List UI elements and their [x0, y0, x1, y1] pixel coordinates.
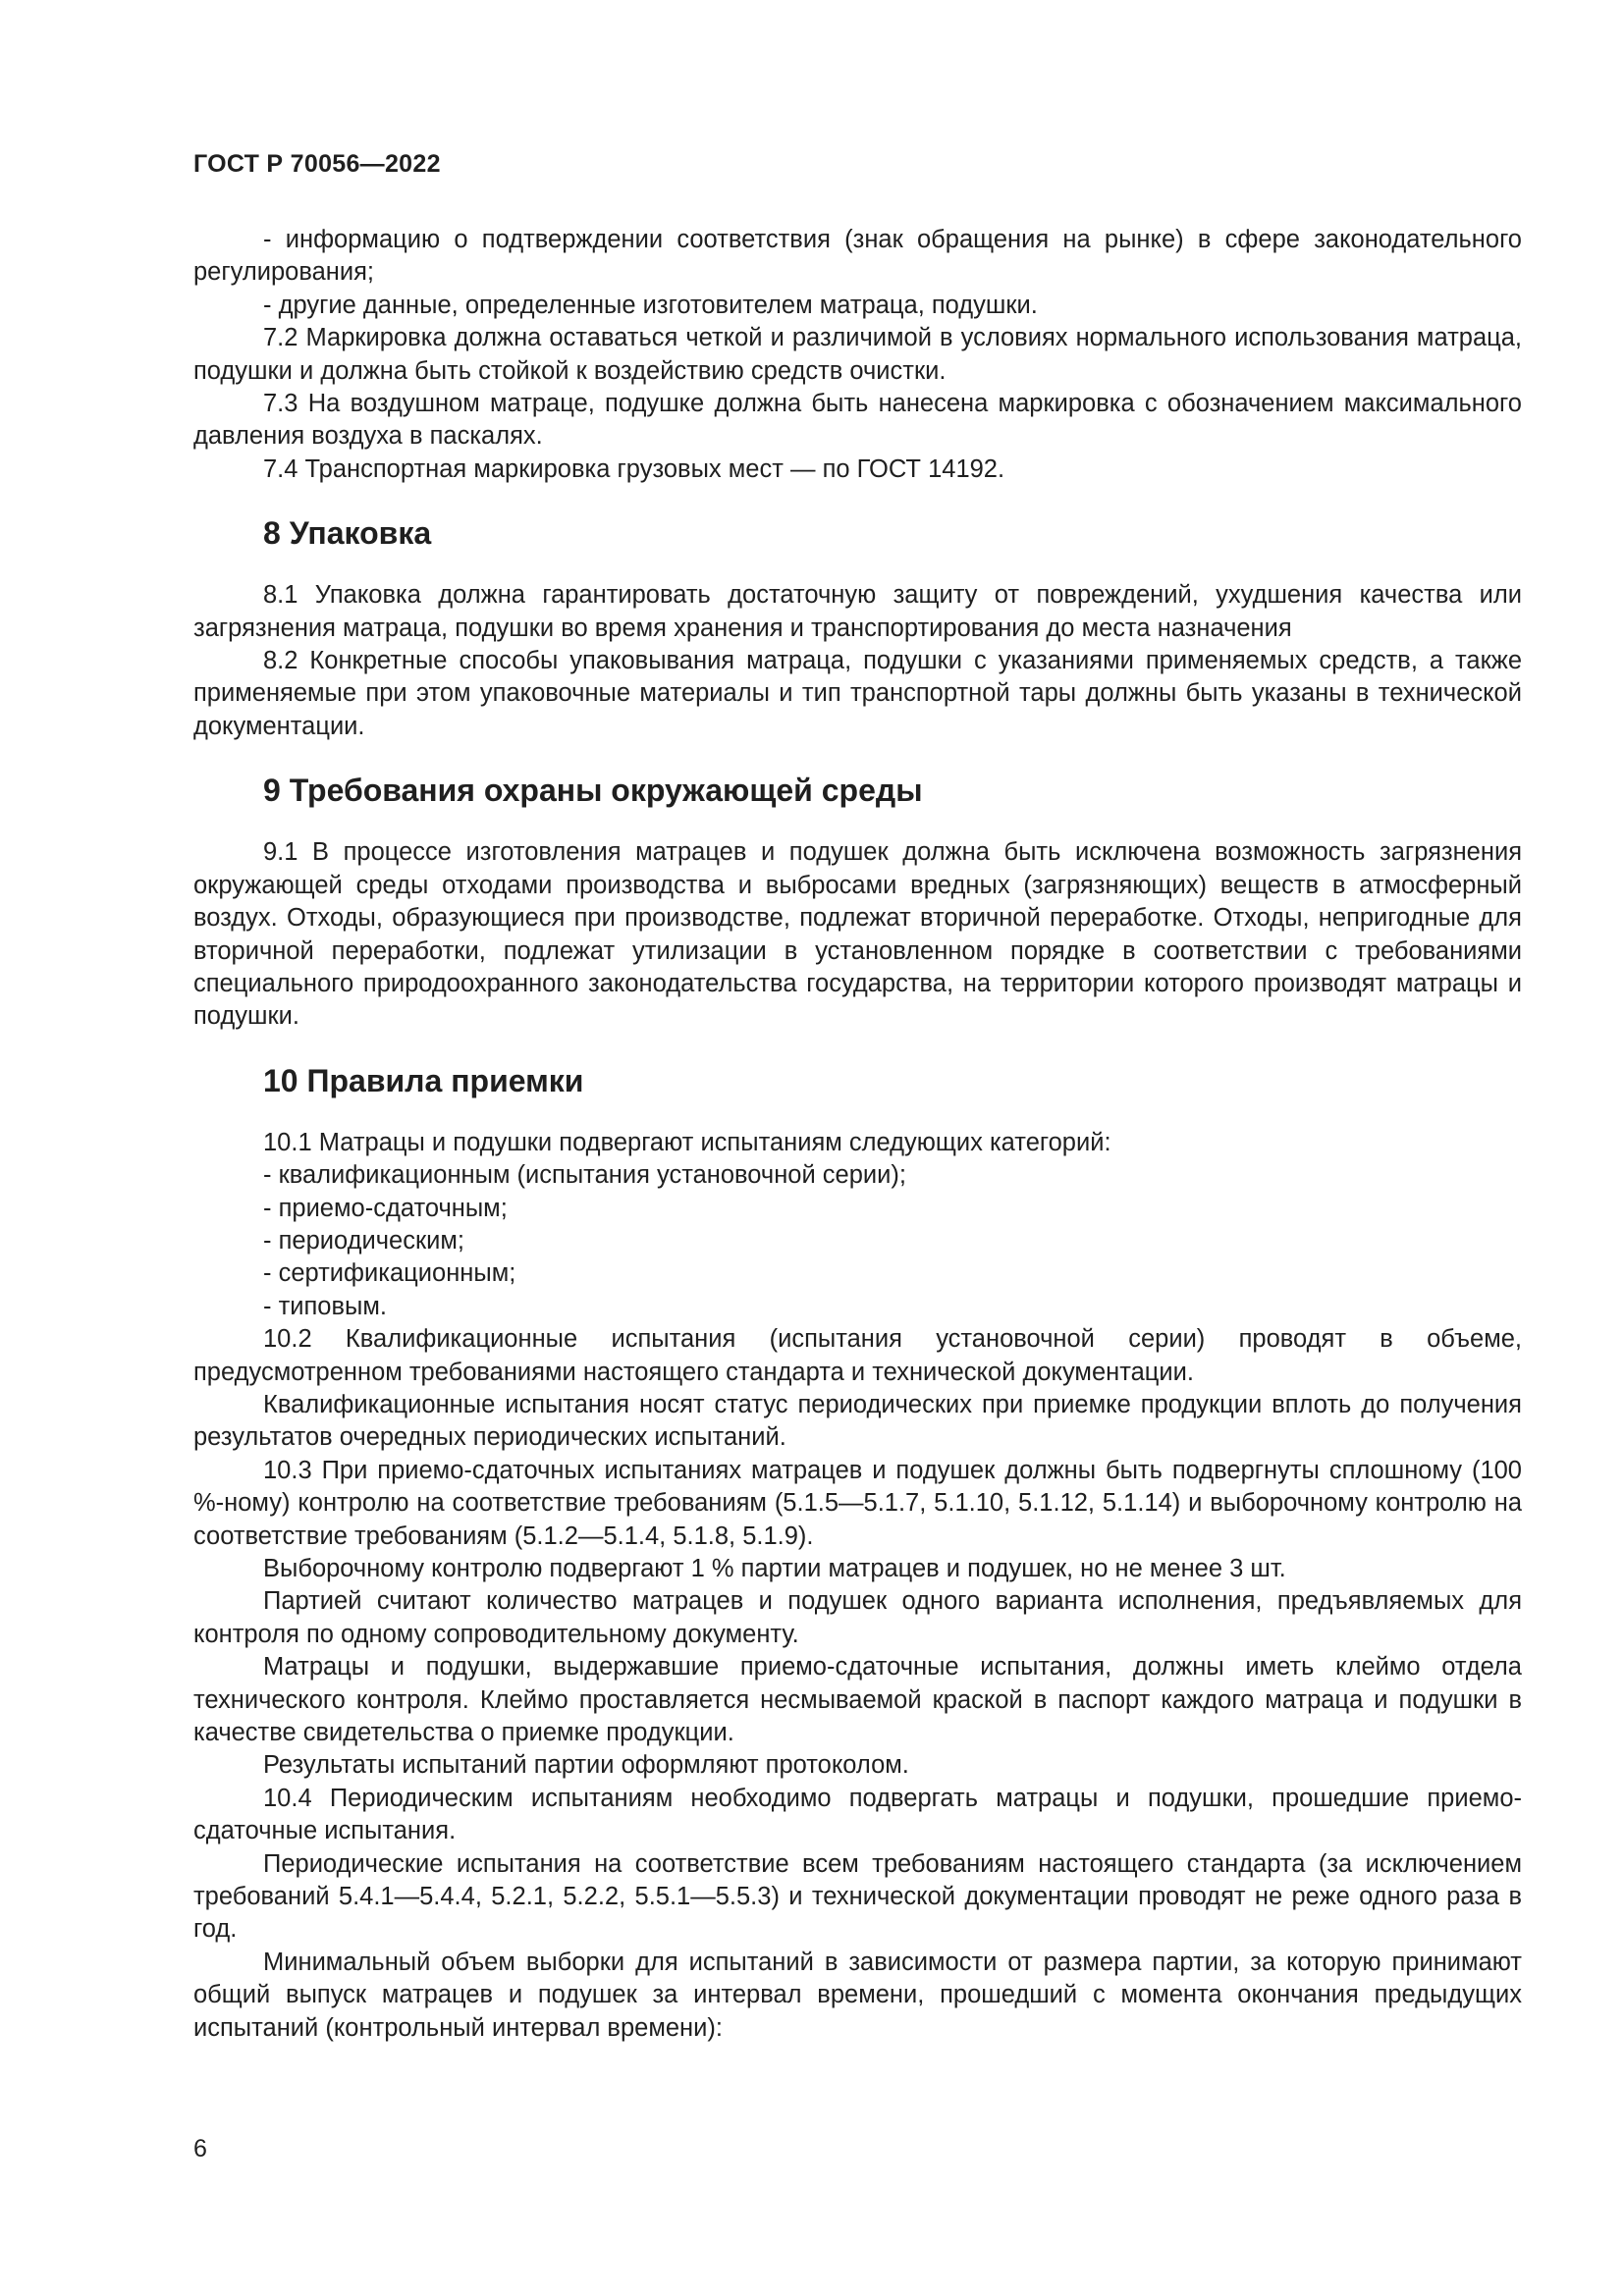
paragraph: - информацию о подтверждении соответствия (знак обращения на рынке) в сфере законодательного регулирования; — [193, 226, 1522, 287]
paragraph: Выборочному контролю подвергают 1 % партии матрацев и подушек, но не менее 3 шт. — [263, 1555, 1286, 1582]
paragraph: 8.1 Упаковка должна гарантировать достаточную защиту от повреждений, ухудшения качества или загрязнения матраца, подушки во время хранения и транспортирования до места назначения — [193, 581, 1522, 642]
section-10-heading: 10 Правила приемки — [263, 1062, 584, 1098]
section-9-heading: 9 Требования охраны окружающей среды — [263, 773, 923, 809]
list-item: - квалификационным (испытания установочной серии); — [263, 1161, 906, 1190]
paragraph: 10.1 Матрацы и подушки подвергают испытаниям следующих категорий: — [263, 1128, 1111, 1156]
document-body — [193, 224, 1522, 2045]
list-item: - типовым. — [263, 1292, 387, 1320]
list-item: - сертификационным; — [263, 1259, 516, 1288]
document-code: ГОСТ Р 70056—2022 — [193, 150, 441, 178]
paragraph: 10.2 Квалификационные испытания (испытания установочной серии) проводят в объеме, предусмотренном требованиями настоящего стандарта и технической документации. — [193, 1325, 1522, 1386]
paragraph: 7.3 На воздушном матраце, подушке должна быть нанесена маркировка с обозначением максимального давления воздуха в паскалях. — [193, 390, 1522, 451]
paragraph: Периодические испытания на соответствие всем требованиям настоящего стандарта (за исключением требований 5.4.1—5.4.4, 5.2.1, 5.2.2, 5.5.1—5.5.3) и технической документации проводят не реже одного раза в год. — [193, 1849, 1522, 1944]
paragraph: Результаты испытаний партии оформляют протоколом. — [263, 1751, 909, 1780]
paragraph: 10.4 Периодическим испытаниям необходимо подвергать матрацы и подушки, прошедшие приемо-сдаточные испытания. — [193, 1784, 1522, 1845]
paragraph: 7.2 Маркировка должна оставаться четкой и различимой в условиях нормального использования матраца, подушки и должна быть стойкой к воздействию средств очистки. — [193, 324, 1522, 385]
section-8-heading: 8 Упаковка — [263, 515, 432, 552]
paragraph: 8.2 Конкретные способы упаковывания матраца, подушки с указаниями применяемых средств, а также применяемые при этом упаковочные материалы и тип транспортной тары должны быть указаны в технической документации. — [193, 647, 1522, 740]
paragraph: 9.1 В процессе изготовления матрацев и подушек должна быть исключена возможность загрязнения окружающей среды отходами производства и выбросами вредных (загрязняющих) веществ в атмосферный воздух. Отходы, образующиеся при производстве, подлежат вторичной переработке. Отходы, непригодные для вторичной переработки, подлежат утилизации в установленном порядке в соответствии с требованиями специального природоохранного законодательства государства, на территории которого производят матрацы и подушки. — [193, 838, 1522, 1031]
paragraph: Квалификационные испытания носят статус периодических при приемке продукции вплоть до получения результатов очередных периодических испытаний. — [193, 1390, 1522, 1452]
paragraph: Матрацы и подушки, выдержавшие приемо-сдаточные испытания, должны иметь клеймо отдела технического контроля. Клеймо проставляется несмываемой краской в паспорт каждого матраца и подушки в качестве свидетельства о приемке продукции. — [193, 1653, 1522, 1747]
page-number: 6 — [193, 2135, 207, 2163]
paragraph: Минимальный объем выборки для испытаний в зависимости от размера партии, за которую принимают общий выпуск матрацев и подушек за интервал времени, прошедший с момента окончания предыдущих испытаний (контрольный интервал времени): — [193, 1948, 1522, 2042]
paragraph: Партией считают количество матрацев и подушек одного варианта исполнения, предъявляемых для контроля по одному сопроводительному документу. — [193, 1587, 1522, 1648]
paragraph: 7.4 Транспортная маркировка грузовых мест — по ГОСТ 14192. — [263, 454, 1005, 483]
list-item: - периодическим; — [263, 1226, 464, 1255]
list-item: - приемо-сдаточным; — [263, 1194, 508, 1222]
paragraph: 10.3 При приемо-сдаточных испытаниях матрацев и подушек должны быть подвергнуты сплошному (100 %-ному) контролю на соответствие требованиям (5.1.5—5.1.7, 5.1.10, 5.1.12, 5.1.14) и выборочному контролю на соответствие требованиям (5.1.2—5.1.4, 5.1.8, 5.1.9). — [193, 1456, 1522, 1550]
paragraph: - другие данные, определенные изготовителем матраца, подушки. — [263, 291, 1038, 319]
